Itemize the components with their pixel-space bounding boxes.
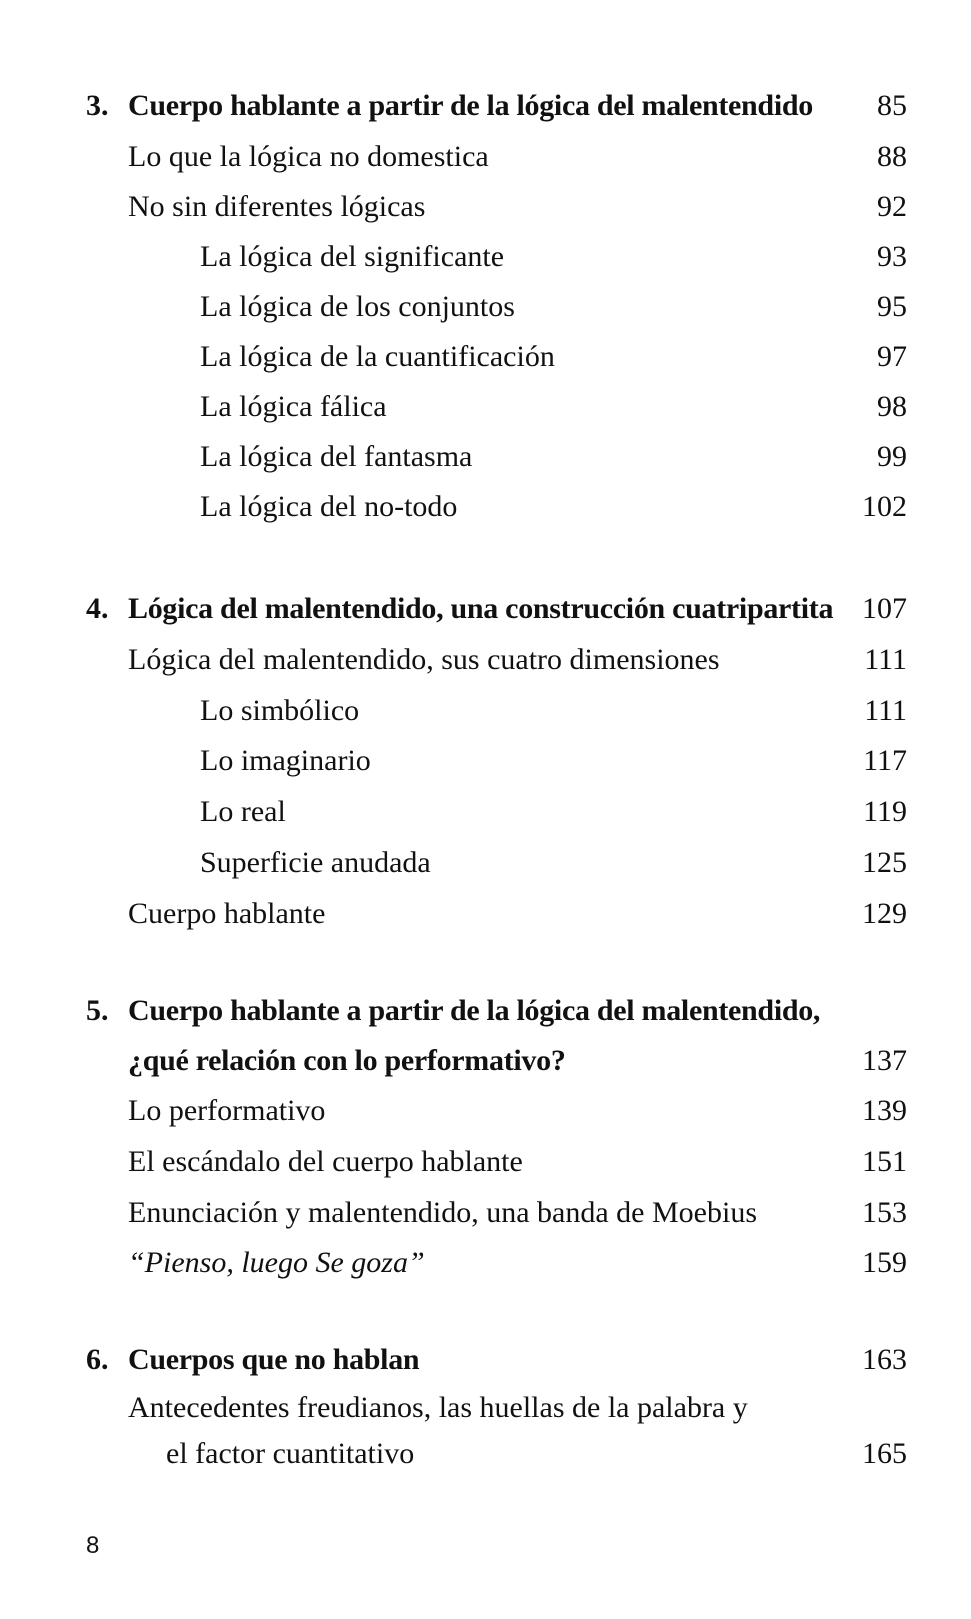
chapter-title: Cuerpos que no hablan bbox=[128, 1343, 420, 1376]
page-number: 137 bbox=[862, 1044, 907, 1077]
toc-entry bbox=[0, 1243, 971, 1283]
toc-subentry bbox=[0, 437, 971, 477]
page-number: 107 bbox=[862, 592, 907, 625]
page-number: 88 bbox=[877, 140, 907, 173]
toc-entry bbox=[0, 640, 971, 680]
chapter-title: Lógica del malentendido, una construcción cuatripartita bbox=[128, 592, 834, 625]
toc-subentry bbox=[0, 487, 971, 527]
chapter-title: ¿qué relación con lo performativo? bbox=[128, 1044, 566, 1077]
entry-title: No sin diferentes lógicas bbox=[128, 190, 426, 223]
entry-title: La lógica del significante bbox=[200, 240, 505, 273]
chapter-title: Cuerpo hablante a partir de la lógica del malentendido, bbox=[128, 994, 821, 1027]
toc-subentry bbox=[0, 843, 971, 883]
page-number: 117 bbox=[863, 744, 907, 777]
page-number: 165 bbox=[862, 1437, 907, 1470]
entry-title: Lo que la lógica no domestica bbox=[128, 140, 489, 173]
page-number: 99 bbox=[877, 440, 907, 473]
chapter-number: 6. bbox=[86, 1343, 109, 1376]
toc-entry bbox=[0, 1388, 971, 1428]
page-number: 95 bbox=[877, 290, 907, 323]
chapter-5-heading-continued bbox=[0, 1041, 971, 1081]
entry-title: La lógica fálica bbox=[200, 390, 387, 423]
toc-subentry bbox=[0, 337, 971, 377]
entry-title: La lógica del no-todo bbox=[200, 490, 458, 523]
entry-title: El escándalo del cuerpo hablante bbox=[128, 1145, 523, 1178]
page-number: 125 bbox=[862, 846, 907, 879]
toc-subentry bbox=[0, 237, 971, 277]
entry-title: La lógica de los conjuntos bbox=[200, 290, 515, 323]
page-number: 92 bbox=[877, 190, 907, 223]
entry-title: Enunciación y malentendido, una banda de Moebius bbox=[128, 1196, 757, 1229]
page-number: 129 bbox=[862, 897, 907, 930]
chapter-5-heading bbox=[0, 991, 971, 1031]
chapter-3-heading bbox=[0, 86, 971, 126]
entry-title: el factor cuantitativo bbox=[166, 1437, 415, 1470]
entry-title: Superficie anudada bbox=[200, 846, 431, 879]
toc-entry bbox=[0, 1142, 971, 1182]
entry-title: Cuerpo hablante bbox=[128, 897, 326, 930]
toc-entry bbox=[0, 1091, 971, 1131]
toc-subentry bbox=[0, 741, 971, 781]
entry-title: La lógica de la cuantificación bbox=[200, 340, 555, 373]
page-folio: 8 bbox=[86, 1532, 100, 1559]
chapter-6-heading bbox=[0, 1340, 971, 1380]
page-number: 151 bbox=[862, 1145, 907, 1178]
toc-entry bbox=[0, 137, 971, 177]
toc-subentry bbox=[0, 287, 971, 327]
chapter-title: Cuerpo hablante a partir de la lógica del malentendido bbox=[128, 89, 813, 122]
toc-entry-continued bbox=[0, 1434, 971, 1474]
page-number: 111 bbox=[864, 694, 907, 727]
entry-title: La lógica del fantasma bbox=[200, 440, 473, 473]
page-number: 98 bbox=[877, 390, 907, 423]
toc-subentry bbox=[0, 387, 971, 427]
page-number: 153 bbox=[862, 1196, 907, 1229]
page-number: 159 bbox=[862, 1246, 907, 1279]
chapter-4-heading bbox=[0, 589, 971, 629]
page-number: 97 bbox=[877, 340, 907, 373]
page-number: 85 bbox=[877, 89, 907, 122]
entry-title: Lo simbólico bbox=[200, 694, 360, 727]
toc-entry bbox=[0, 187, 971, 227]
chapter-number: 5. bbox=[86, 994, 109, 1027]
page-number: 139 bbox=[862, 1094, 907, 1127]
toc-entry bbox=[0, 1193, 971, 1233]
page-number: 111 bbox=[864, 643, 907, 676]
entry-title: Lo performativo bbox=[128, 1094, 326, 1127]
page-number: 119 bbox=[863, 795, 907, 828]
page-number: 102 bbox=[862, 490, 907, 523]
entry-title: Lógica del malentendido, sus cuatro dimensiones bbox=[128, 643, 720, 676]
entry-title: Lo imaginario bbox=[200, 744, 371, 777]
chapter-number: 3. bbox=[86, 89, 109, 122]
page-number: 93 bbox=[877, 240, 907, 273]
entry-title: Lo real bbox=[200, 795, 286, 828]
entry-title: “Pienso, luego Se goza” bbox=[128, 1246, 425, 1279]
toc-subentry bbox=[0, 691, 971, 731]
toc-entry bbox=[0, 894, 971, 934]
entry-title: Antecedentes freudianos, las huellas de la palabra y bbox=[128, 1391, 748, 1424]
page-number: 163 bbox=[862, 1343, 907, 1376]
chapter-number: 4. bbox=[86, 592, 109, 625]
toc-subentry bbox=[0, 792, 971, 832]
